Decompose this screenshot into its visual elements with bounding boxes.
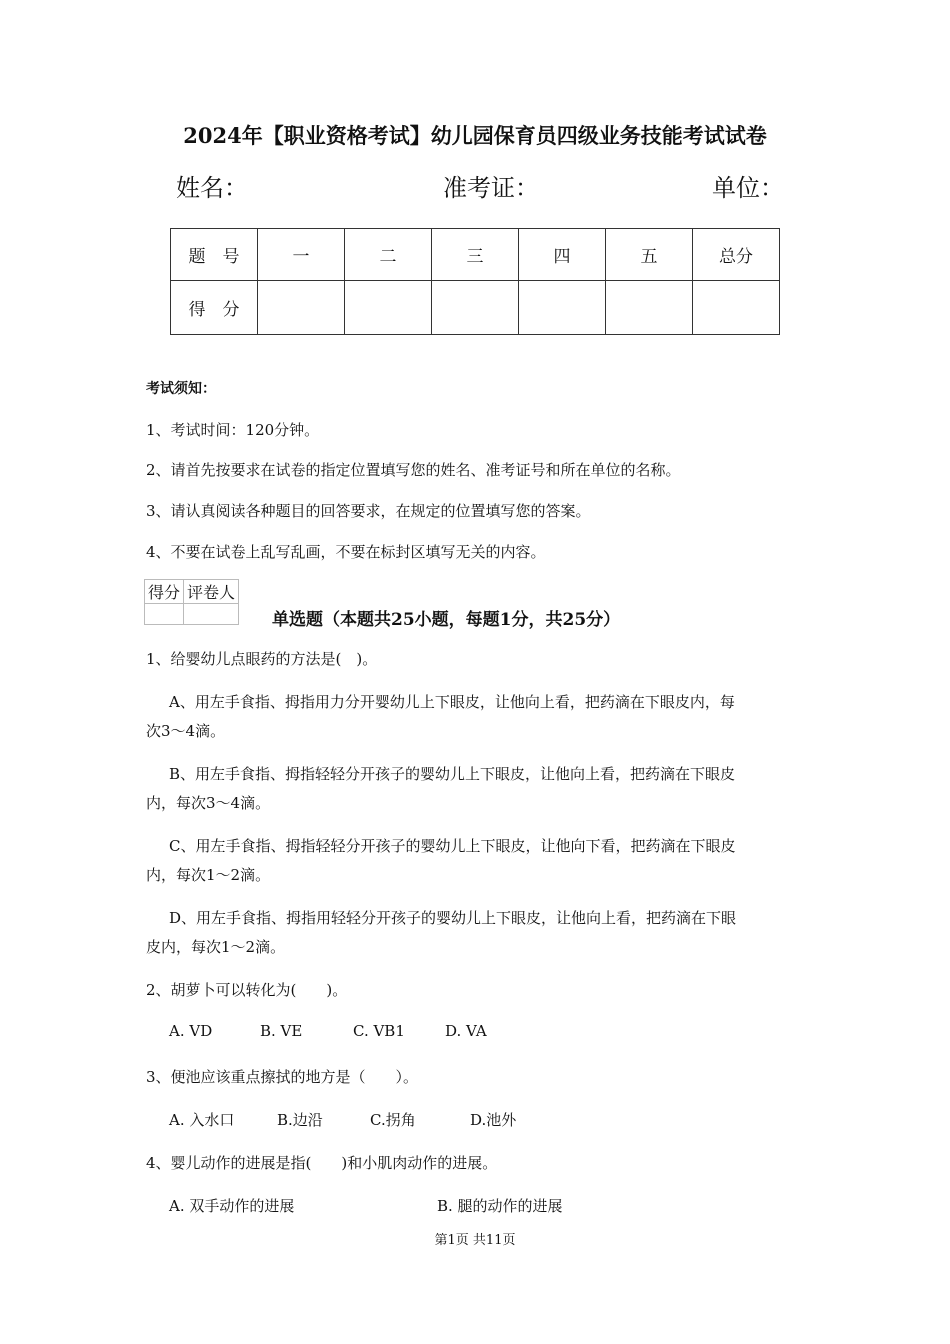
page-footer: 第1页 共11页 bbox=[434, 1233, 516, 1248]
question-2-option-c: C. VB1 bbox=[353, 1022, 405, 1040]
question-2-stem: 2、胡萝卜可以转化为( )。 bbox=[146, 981, 348, 999]
notes-title: 考试须知： bbox=[146, 381, 216, 397]
question-4-option-b: B. 腿的动作的进展 bbox=[437, 1197, 563, 1215]
grader-name-cell bbox=[184, 604, 239, 625]
score-cell bbox=[606, 281, 693, 335]
unit-label: 单位： bbox=[712, 174, 784, 202]
question-1-option-d: D、用左手食指、拇指用轻轻分开孩子的婴幼儿上下眼皮，让他向上看，把药滴在下眼 bbox=[169, 909, 737, 927]
question-1-option-b-cont: 内，每次3～4滴。 bbox=[146, 794, 271, 812]
section-5-header: 五 bbox=[606, 229, 693, 281]
question-3-option-c: C.拐角 bbox=[370, 1111, 416, 1129]
grader-box bbox=[144, 579, 239, 625]
score-table-score-row bbox=[171, 281, 780, 335]
section-title: 单选题（本题共25小题，每题1分，共25分） bbox=[272, 610, 621, 630]
note-item: 1、考试时间：120分钟。 bbox=[146, 421, 320, 439]
score-table bbox=[170, 228, 780, 335]
score-cell bbox=[432, 281, 519, 335]
section-3-header: 三 bbox=[432, 229, 519, 281]
question-1-option-c-cont: 内，每次1～2滴。 bbox=[146, 866, 271, 884]
question-1-option-c: C、用左手食指、拇指轻轻分开孩子的婴幼儿上下眼皮，让他向下看，把药滴在下眼皮 bbox=[169, 837, 736, 855]
page-title: 2024年【职业资格考试】幼儿园保育员四级业务技能考试试卷 bbox=[183, 123, 767, 148]
score-cell bbox=[258, 281, 345, 335]
grader-name-label: 评卷人 bbox=[184, 580, 239, 604]
question-3-option-b: B.边沿 bbox=[277, 1111, 323, 1129]
note-item: 3、请认真阅读各种题目的回答要求，在规定的位置填写您的答案。 bbox=[146, 502, 591, 520]
score-table-header-row bbox=[171, 229, 780, 281]
note-item: 2、请首先按要求在试卷的指定位置填写您的姓名、准考证号和所在单位的名称。 bbox=[146, 461, 681, 479]
score-cell bbox=[519, 281, 606, 335]
score-cell bbox=[693, 281, 780, 335]
question-1-option-a-cont: 次3～4滴。 bbox=[146, 722, 226, 740]
question-1-option-a: A、用左手食指、拇指用力分开婴幼儿上下眼皮，让他向上看，把药滴在下眼皮内，每 bbox=[169, 693, 735, 711]
grader-score-cell bbox=[145, 604, 184, 625]
section-1-header: 一 bbox=[258, 229, 345, 281]
name-label: 姓名： bbox=[176, 174, 248, 202]
question-1-option-b: B、用左手食指、拇指轻轻分开孩子的婴幼儿上下眼皮，让他向上看，把药滴在下眼皮 bbox=[169, 765, 736, 783]
total-header: 总分 bbox=[693, 229, 780, 281]
question-4-stem: 4、婴儿动作的进展是指( )和小肌肉动作的进展。 bbox=[146, 1154, 498, 1172]
question-4-option-a: A. 双手动作的进展 bbox=[169, 1197, 295, 1215]
question-number-label: 题 号 bbox=[171, 229, 258, 281]
score-label: 得 分 bbox=[171, 281, 258, 335]
question-1-option-d-cont: 皮内，每次1～2滴。 bbox=[146, 938, 286, 956]
question-2-option-b: B. VE bbox=[260, 1022, 303, 1040]
section-2-header: 二 bbox=[345, 229, 432, 281]
exam-id-label: 准考证： bbox=[443, 174, 539, 202]
question-3-option-a: A. 入水口 bbox=[169, 1111, 235, 1129]
question-3-stem: 3、便池应该重点擦拭的地方是（ ）。 bbox=[146, 1068, 419, 1086]
question-2-option-d: D. VA bbox=[445, 1022, 487, 1040]
score-cell bbox=[345, 281, 432, 335]
question-1-stem: 1、给婴幼儿点眼药的方法是( )。 bbox=[146, 650, 378, 668]
question-2-option-a: A. VD bbox=[169, 1022, 213, 1040]
section-4-header: 四 bbox=[519, 229, 606, 281]
grader-score-label: 得分 bbox=[145, 580, 184, 604]
question-3-option-d: D.池外 bbox=[470, 1111, 517, 1129]
note-item: 4、不要在试卷上乱写乱画，不要在标封区填写无关的内容。 bbox=[146, 543, 546, 561]
